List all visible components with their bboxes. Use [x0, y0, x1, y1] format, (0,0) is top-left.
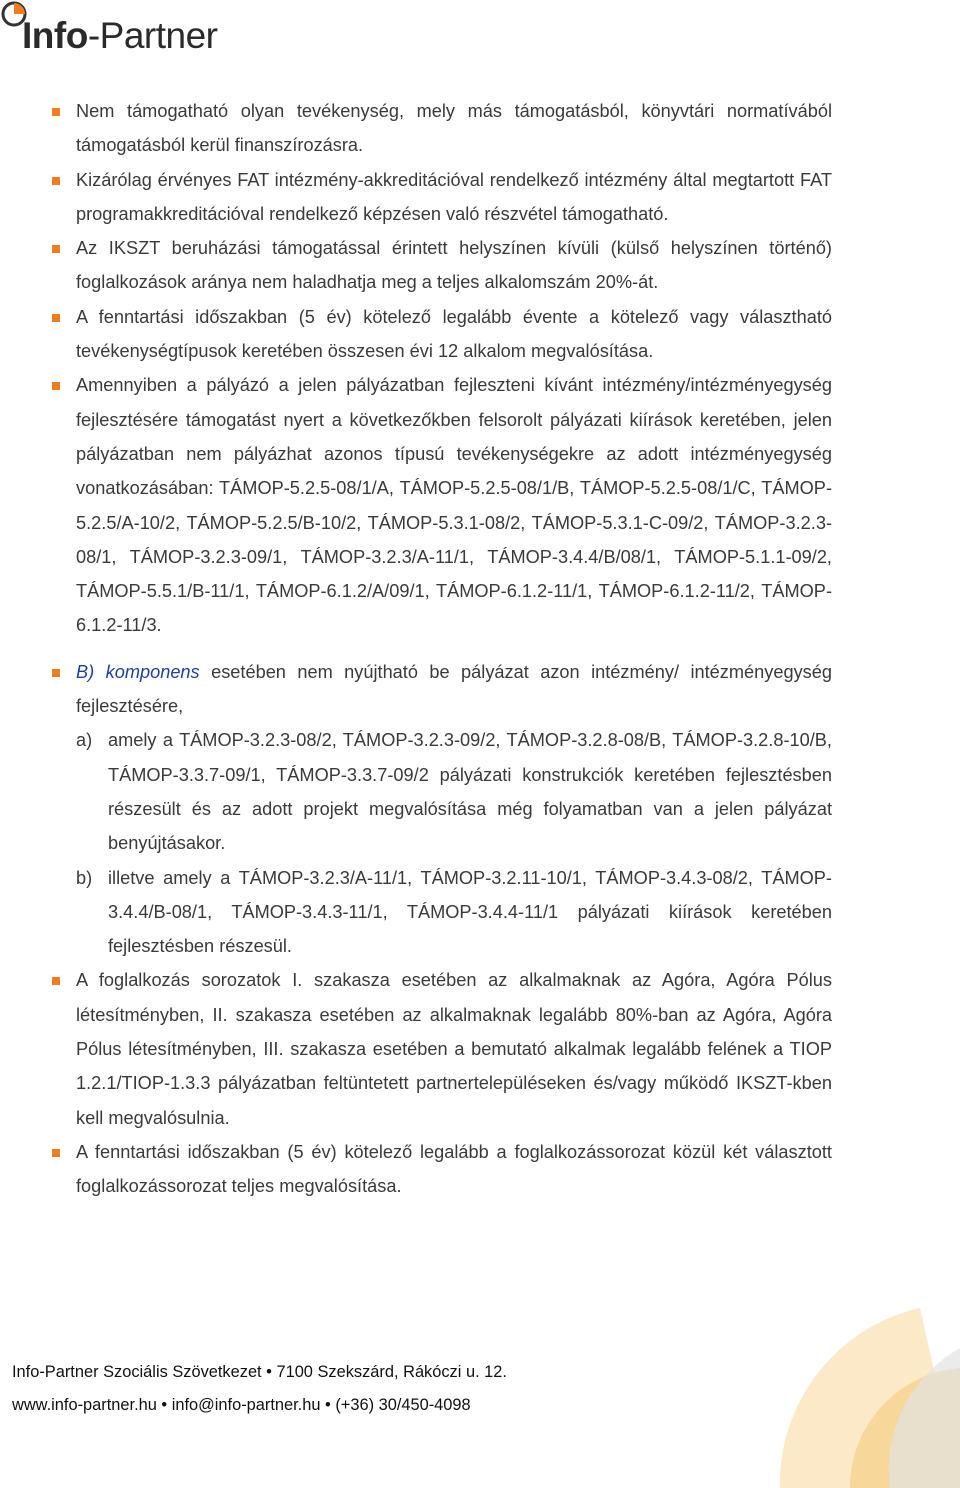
sub-item-text: amely a TÁMOP-3.2.3-08/2, TÁMOP-3.2.3-09/2, TÁMOP-3.2.8-08/B, TÁMOP-3.2.8-10/B, TÁMOP-3.3.7-09/1, TÁMOP-3.3.7-09/2 pályázati konstrukciók keretében fejlesztésben részesült és az adott projekt megvalósítása még folyamatban van a jelen pályázat benyújtásakor. — [108, 730, 832, 854]
list-item-text: A fenntartási időszakban (5 év) kötelező legalább a foglalkozássorozat közül két választott foglalkozássorozat teljes megvalósítása. — [76, 1141, 832, 1197]
bullet-icon — [52, 245, 60, 253]
sub-item-a — [52, 723, 832, 860]
list-item — [52, 231, 832, 300]
list-item-text: A foglalkozás sorozatok I. szakasza esetében az alkalmaknak az Agóra, Agóra Pólus létesítményben, II. szakasza esetében az alkalmaknak legalább 80%-ban az Agóra, Agóra Pólus létesítményben, III. szakasza esetében a bemutató alkalmak legalább felének a TIOP 1.2.1/TIOP-1.3.3 pályázatban feltüntetett partnertelepüléseken és/vagy működő IKSZT-kben kell megvalósulnia. — [76, 970, 832, 1128]
bullet-icon — [52, 977, 60, 985]
bullet-icon — [52, 177, 60, 185]
sub-item-marker: a) — [76, 730, 93, 751]
list-item-text: Amennyiben a pályázó a jelen pályázatban fejleszteni kívánt intézmény/intézményegység fejlesztésére támogatást nyert a következőkben felsorolt pályázati kiírások keretében, jelen pályázatban nem pályázhat azonos típusú tevékenységekre az adott intézményegység vonatkozásában: TÁMOP-5.2.5-08/1/A, TÁMOP-5.2.5-08/1/B, TÁMOP-5.2.5-08/1/C, TÁMOP-5.2.5/A-10/2, TÁMOP-5.2.5/B-10/2, TÁMOP-5.3.1-08/2, TÁMOP-5.3.1-C-09/2, TÁMOP-3.2.3-08/1, TÁMOP-3.2.3-09/1, TÁMOP-3.2.3/A-11/1, TÁMOP-3.4.4/B/08/1, TÁMOP-5.1.1-09/2, TÁMOP-5.5.1/B-11/1, TÁMOP-6.1.2/A/09/1, TÁMOP-6.1.2-11/1, TÁMOP-6.1.2-11/2, TÁMOP-6.1.2-11/3. — [76, 375, 832, 636]
bullet-icon — [52, 382, 60, 390]
list-item — [52, 963, 832, 1134]
footer-contact: www.info-partner.hu • info@info-partner.hu • (+36) 30/450-4098 — [12, 1396, 471, 1414]
list-item — [52, 368, 832, 642]
decorative-corner-graphic — [710, 1288, 960, 1488]
component-b-text — [76, 655, 832, 724]
sub-item-marker: b) — [76, 867, 93, 888]
bullet-icon — [52, 108, 60, 116]
list-item-text: Nem támogatható olyan tevékenység, mely más támogatásból, könyvtári normatívából támogatásból kerül finanszírozásra. — [76, 101, 832, 156]
logo-word-info: Info — [22, 15, 88, 56]
bullet-icon — [52, 669, 60, 677]
list-item — [52, 1135, 832, 1204]
bullet-icon — [52, 1149, 60, 1157]
list-item-text: A fenntartási időszakban (5 év) kötelező legalább évente a kötelező vagy választható tevékenységtípusok keretében összesen évi 12 alkalom megvalósítása. — [76, 306, 832, 362]
sub-item-text: illetve amely a TÁMOP-3.2.3/A-11/1, TÁMOP-3.2.11-10/1, TÁMOP-3.4.3-08/2, TÁMOP-3.4.4/B-08/1, TÁMOP-3.4.3-11/1, TÁMOP-3.4.4-11/1 pályázati kiírások keretében fejlesztésben részesül. — [108, 867, 832, 957]
footer-address: Info-Partner Szociális Szövetkezet • 7100 Szekszárd, Rákóczi u. 12. — [12, 1363, 507, 1381]
component-b-item — [52, 655, 832, 724]
list-item — [52, 300, 832, 369]
list-item-text: Kizárólag érvényes FAT intézmény-akkreditációval rendelkező intézmény által megtartott FAT programakkreditációval rendelkező képzésen való részvétel támogatható. — [76, 169, 832, 224]
bullet-icon — [52, 314, 60, 322]
logo-word-partner: -Partner — [87, 15, 218, 56]
component-b-desc: esetében nem nyújtható be pályázat azon intézmény/ intézményegység fejlesztésére, — [76, 661, 832, 717]
company-logo — [0, 0, 240, 60]
logo-wordmark — [22, 14, 217, 58]
page-footer — [12, 1356, 507, 1422]
component-b-label: B) komponens — [76, 661, 200, 682]
sub-item-b — [52, 861, 832, 964]
list-item-text: Az IKSZT beruházási támogatással érintett helyszínen kívüli (külső helyszínen történő) foglalkozások aránya nem haladhatja meg a teljes alkalomszám 20%-át. — [76, 238, 832, 293]
list-item — [52, 163, 832, 232]
main-content — [52, 94, 832, 1204]
list-item — [52, 94, 832, 163]
